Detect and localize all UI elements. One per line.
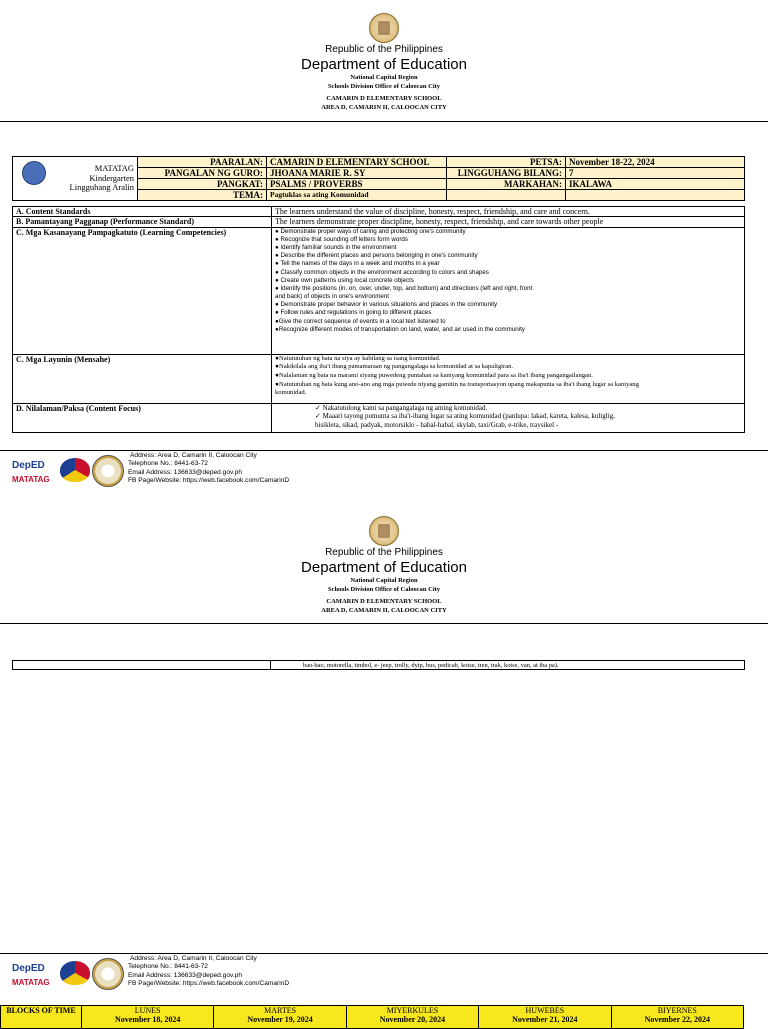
list-item: ●Nalalaman ng bata na marami siyang puwedeng puntahan sa kaniyang komunidad para sa iba't ibang pangangailangan. bbox=[275, 372, 593, 379]
continuation-row bbox=[12, 660, 745, 670]
content-standards-value: The learners understand the value of discipline, honesty, respect, friendship, and care and concern. bbox=[272, 207, 745, 217]
lesson-content-table bbox=[12, 206, 745, 433]
region-line: National Capital Region bbox=[350, 74, 418, 81]
school-address-line: AREA D, CAMARIN II, CALOOCAN CITY bbox=[321, 607, 447, 614]
list-item: bisikleta, sikad, padyak, motorsiklo - habal-habal, skylab, taxi/Grab, e-trike, traysikel - bbox=[315, 420, 559, 429]
deped-logo: DepED bbox=[12, 963, 45, 974]
footer-email: Email Address: 136633@deped.gov.ph bbox=[128, 468, 242, 476]
blocks-of-time-header: BLOCKS OF TIME bbox=[1, 1006, 82, 1029]
list-item: ●Recognize different modes of transportation on land, water, and air used in the community bbox=[275, 325, 525, 333]
footer-divider bbox=[0, 953, 768, 954]
competencies-cell bbox=[272, 227, 745, 354]
pangkat-value: PSALMS / PROVERBS bbox=[267, 179, 447, 190]
guro-value: JHOANA MARIE R. SY bbox=[267, 168, 447, 179]
layunin-cell bbox=[272, 354, 745, 403]
list-item: ●Natututuhan ng bata kung ano-ano ang mga puwede niyang gamitin na transportasyon upang makapunta sa iba't ibang lugar sa kaniyang bbox=[275, 380, 639, 388]
list-item: ● Follow rules and regulations in going to different places bbox=[275, 309, 432, 317]
performance-standard-label: B. Pamantayang Pagganap (Performance Standard) bbox=[13, 217, 272, 227]
footer-address: Address: Area D, Camarin II, Caloocan City bbox=[130, 955, 257, 962]
day-header: LUNES November 18, 2024 bbox=[82, 1006, 214, 1029]
lingguhang-label: LINGGUHANG BILANG: bbox=[447, 168, 566, 179]
divider bbox=[0, 121, 768, 122]
region-line: National Capital Region bbox=[350, 577, 418, 584]
list-item: and back) of objects in one's environment bbox=[275, 293, 389, 301]
list-item: komunidad. bbox=[275, 389, 307, 397]
footer-email: Email Address: 136633@deped.gov.ph bbox=[128, 971, 242, 979]
day-header: MIYERKULES November 20, 2024 bbox=[346, 1006, 478, 1029]
list-item: ● Classify common objects in the environment according to colors and shapes bbox=[275, 268, 489, 276]
paaralan-value: CAMARIN D ELEMENTARY SCHOOL bbox=[267, 157, 447, 168]
division-line: Schools Division Office of Caloocan City bbox=[327, 83, 441, 90]
matatag-logo: MATATAG bbox=[12, 475, 50, 484]
tema-label: TEMA: bbox=[138, 190, 267, 201]
list-item: ●Nakikilala ang iba't ibang pamamaraan ng pangangalaga sa komunidad at sa kapaligiran. bbox=[275, 363, 514, 371]
footer-website: FB Page/Website: https://web.facebook.com/CamarinD bbox=[128, 979, 290, 987]
department-title: Department of Education bbox=[301, 559, 467, 576]
lingguhang-aralin-label: Lingguhang Aralin bbox=[69, 182, 134, 193]
nilalaman-list bbox=[315, 404, 741, 430]
nilalaman-cell bbox=[272, 403, 745, 432]
footer-contact bbox=[128, 452, 289, 485]
schedule-header-table bbox=[0, 1005, 744, 1029]
bagong-pilipinas-logo-icon bbox=[60, 458, 90, 482]
list-item: ✓ Nakatutulong kami sa pangangalaga ng aming komunidad. bbox=[315, 403, 488, 412]
pangkat-label: PANGKAT: bbox=[138, 179, 267, 190]
footer-telephone: Telephone No.: 8441-63-72 bbox=[128, 963, 208, 971]
footer-telephone: Telephone No.: 8441-63-72 bbox=[128, 460, 208, 468]
list-item: ● Demonstrate proper ways of caring and protecting one's community bbox=[275, 227, 466, 235]
list-item: ●Natututuhan ng bata na siya ay kabilang sa isang komunidad. bbox=[275, 354, 441, 362]
list-item: ✓ Maaari tayong pumunta sa iba't-ibang lugar sa ating komunidad (panlupa: lakad, kareta, kalesa, kuliglig, bbox=[315, 412, 615, 421]
list-item: ● Create own patterns using local concrete objects bbox=[275, 276, 414, 284]
column-divider bbox=[270, 661, 271, 669]
paaralan-label: PAARALAN: bbox=[138, 157, 267, 168]
kindergarten-label: Kindergarten bbox=[89, 172, 134, 183]
republic-line: Republic of the Philippines bbox=[325, 547, 443, 558]
school-line: CAMARIN D ELEMENTARY SCHOOL bbox=[326, 95, 442, 102]
footer-address: Address: Area D, Camarin II, Caloocan City bbox=[130, 452, 257, 459]
petsa-value: November 18-22, 2024 bbox=[566, 157, 745, 168]
nilalaman-label: D. Nilalaman/Paksa (Content Focus) bbox=[13, 403, 272, 432]
school-seal-icon bbox=[92, 958, 124, 990]
school-line: CAMARIN D ELEMENTARY SCHOOL bbox=[326, 598, 442, 605]
lesson-header-table bbox=[12, 156, 745, 201]
lingguhang-value: 7 bbox=[566, 168, 745, 179]
bagong-pilipinas-logo-icon bbox=[60, 961, 90, 985]
list-item: ● Describe the different places and persons belonging in one's community bbox=[275, 252, 478, 260]
deped-logo: DepED bbox=[12, 460, 45, 471]
division-line: Schools Division Office of Caloocan City bbox=[327, 586, 441, 593]
day-header: MARTES November 19, 2024 bbox=[214, 1006, 346, 1029]
matatag-label: MATATAG bbox=[94, 163, 134, 174]
kindergarten-badge-icon bbox=[22, 161, 46, 185]
footer-divider bbox=[0, 450, 768, 451]
list-item: ● Identify familiar sounds in the environment bbox=[275, 244, 397, 252]
footer-contact bbox=[128, 955, 289, 988]
school-seal-icon bbox=[92, 455, 124, 487]
content-standards-label: A. Content Standards bbox=[13, 207, 272, 217]
list-item: ● Recognize that sounding off letters form words bbox=[275, 235, 408, 243]
petsa-label: PETSA: bbox=[447, 157, 566, 168]
republic-line: Republic of the Philippines bbox=[325, 44, 443, 55]
guro-label: PANGALAN NG GURO: bbox=[138, 168, 267, 179]
layunin-label: C. Mga Layunin (Mensahe) bbox=[13, 354, 272, 403]
competencies-label: C. Mga Kasanayang Pampagkatuto (Learning Competencies) bbox=[13, 227, 272, 354]
deped-seal-icon bbox=[369, 13, 399, 43]
list-item: ● Identify the positions (in, on, over, under, top, and bottom) and directions (left and right, front bbox=[275, 284, 533, 292]
competencies-list bbox=[275, 228, 741, 334]
list-item: ●Give the correct sequence of events in a local text listened to bbox=[275, 317, 446, 325]
performance-standard-value: The learners demonstrate proper discipline, honesty, respect, friendship, and care towards other people bbox=[272, 217, 745, 227]
footer-website: FB Page/Website: https://web.facebook.com/CamarinD bbox=[128, 476, 290, 484]
tema-value: Pagtuklas sa ating Komunidad bbox=[267, 190, 447, 201]
divider bbox=[0, 623, 768, 624]
day-header: BIYERNES November 22, 2024 bbox=[611, 1006, 743, 1029]
day-header: HUWEBES November 21, 2024 bbox=[479, 1006, 611, 1029]
list-item: ● Tell the names of the days in a week and months in a year bbox=[275, 260, 440, 268]
school-address-line: AREA D, CAMARIN II, CALOOCAN CITY bbox=[321, 104, 447, 111]
department-title: Department of Education bbox=[301, 56, 467, 73]
markahan-value: IKALAWA bbox=[566, 179, 745, 190]
empty-cell bbox=[566, 190, 745, 201]
layunin-list bbox=[275, 355, 741, 398]
empty-cell bbox=[447, 190, 566, 201]
markahan-label: MARKAHAN: bbox=[447, 179, 566, 190]
deped-seal-icon bbox=[369, 516, 399, 546]
matatag-logo: MATATAG bbox=[12, 978, 50, 987]
list-item: ● Demonstrate proper behavior in various situations and places in the community bbox=[275, 301, 498, 309]
continuation-text: bao-bao, motorella, timbol, e- jeep, trolly, dyip, bus, pedicab, kotse, tren, trak, kotse, van, at iba pa). bbox=[303, 662, 559, 669]
